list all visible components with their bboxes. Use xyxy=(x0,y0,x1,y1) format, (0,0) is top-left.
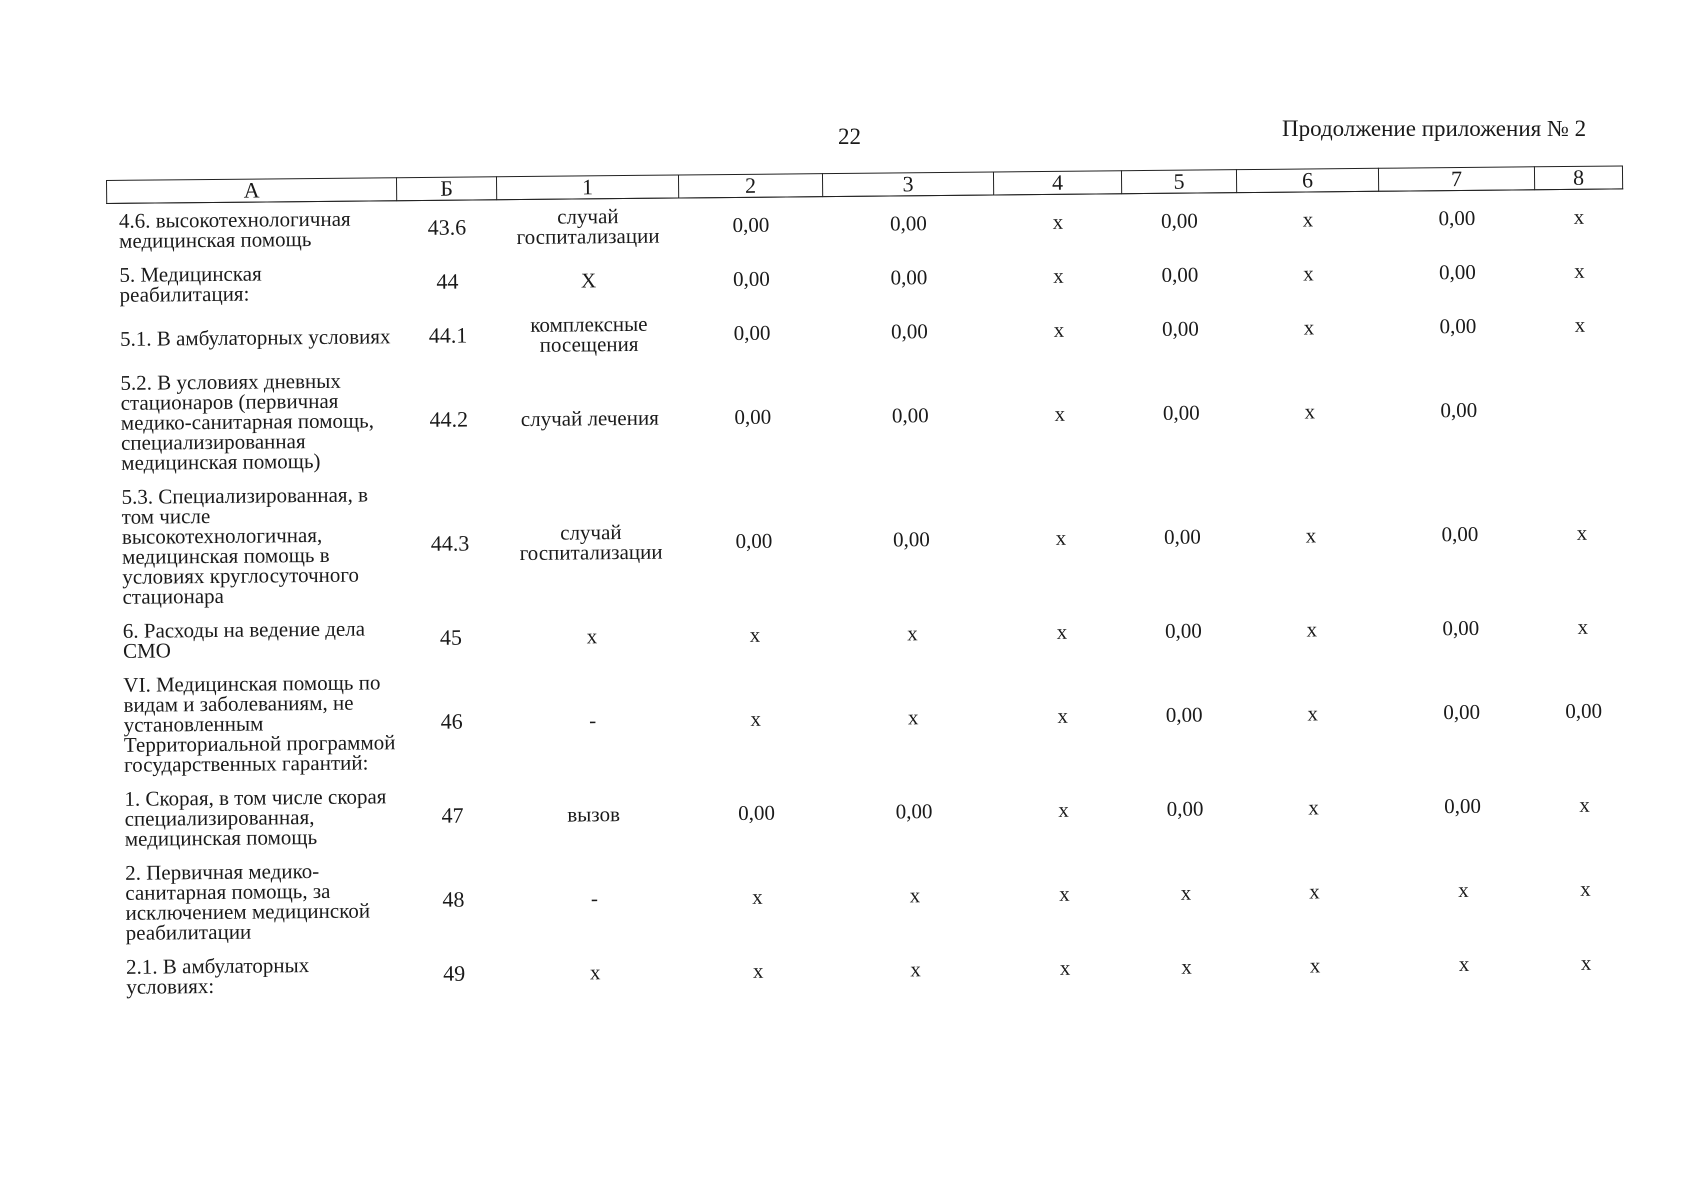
cell-col-2: 0,00 xyxy=(735,528,773,553)
cell-col-7: х xyxy=(1458,877,1469,903)
cell-col-3: 0,00 xyxy=(895,799,933,824)
cell-col-6: х xyxy=(1308,795,1319,820)
cell-col-a: 5. Медицинская реабилитация: xyxy=(119,261,262,307)
cell-col-8: х xyxy=(1573,204,1585,229)
cell-col-a: 1. Скорая, в том числе скорая специализированная, медицинская помощь xyxy=(124,784,387,851)
cell-col-a: 4.6. высокотехнологичная медицинская помощь xyxy=(118,206,351,253)
cell-col-6: х xyxy=(1305,523,1317,548)
cell-col-4: х xyxy=(1059,955,1071,980)
cell-col-b: 44.1 xyxy=(428,322,468,348)
column-header-col-5: 5 xyxy=(1121,170,1236,194)
cell-col-2: 0,00 xyxy=(732,266,770,291)
cell-col-2: 0,00 xyxy=(732,212,770,237)
cell-col-8: х xyxy=(1574,312,1586,337)
cell-col-a: 5.2. В условиях дневных стационаров (первичная медико-санитарная помощь, специализированная медицинская помощь) xyxy=(120,368,375,475)
cell-col-4: х xyxy=(1053,317,1065,342)
cell-col-3: х xyxy=(909,883,921,908)
cell-col-b: 49 xyxy=(443,960,466,986)
cell-col-6: х xyxy=(1309,879,1320,904)
cell-col-1: комплексные посещения xyxy=(530,311,648,357)
cell-col-6: х xyxy=(1303,261,1314,286)
cell-col-5: 0,00 xyxy=(1161,316,1199,341)
cell-col-b: 45 xyxy=(439,624,463,650)
cell-col-4: х xyxy=(1054,401,1066,426)
cell-col-8: х xyxy=(1580,950,1592,975)
cell-col-5: 0,00 xyxy=(1161,262,1199,287)
cell-col-7: 0,00 xyxy=(1438,259,1476,285)
cell-col-1: случай госпитализации xyxy=(516,204,660,250)
cell-col-a: 6. Расходы на ведение дела СМО xyxy=(122,616,366,663)
cell-col-6: х xyxy=(1304,399,1316,424)
cell-col-2: х xyxy=(749,622,761,647)
cell-col-a: 2. Первичная медико-санитарная помощь, за исключением медицинской реабилитации xyxy=(125,858,371,945)
table-row xyxy=(113,841,1630,950)
cell-col-6: х xyxy=(1309,953,1321,978)
cell-col-6: х xyxy=(1303,315,1315,340)
cell-col-7: 0,00 xyxy=(1444,793,1482,819)
data-table xyxy=(106,165,1631,1004)
cell-col-8: х xyxy=(1576,520,1588,545)
cell-col-8: х xyxy=(1579,792,1590,817)
cell-col-4: х xyxy=(1057,703,1069,728)
cell-col-6: х xyxy=(1307,701,1319,726)
cell-col-3: 0,00 xyxy=(891,319,928,344)
cell-col-7: 0,00 xyxy=(1442,615,1480,641)
cell-col-5: 0,00 xyxy=(1166,796,1204,821)
cell-col-7: 0,00 xyxy=(1439,313,1477,339)
cell-col-4: х xyxy=(1059,881,1070,906)
cell-col-4: х xyxy=(1052,209,1064,234)
cell-col-8: х xyxy=(1580,876,1591,901)
cell-col-7: 0,00 xyxy=(1438,205,1476,231)
cell-col-3: х xyxy=(907,705,919,730)
cell-col-5: 0,00 xyxy=(1160,208,1198,233)
cell-col-8: х xyxy=(1574,258,1585,283)
cell-col-5: 0,00 xyxy=(1163,524,1201,549)
cell-col-1: вызов xyxy=(567,802,621,827)
cell-col-2: 0,00 xyxy=(734,404,772,429)
cell-col-a: 2.1. В амбулаторных условиях: xyxy=(125,953,310,999)
cell-col-2: 0,00 xyxy=(733,320,771,345)
table-row xyxy=(108,351,1625,480)
cell-col-5: х xyxy=(1181,954,1192,979)
cell-col-1: случай госпитализации xyxy=(519,520,663,566)
cell-col-1: х xyxy=(589,960,601,985)
cell-col-b: 44.3 xyxy=(430,530,470,556)
cell-col-8 xyxy=(1536,351,1625,466)
cell-col-3: 0,00 xyxy=(889,211,927,236)
cell-col-2: х xyxy=(750,706,762,731)
cell-col-3: х xyxy=(910,957,921,982)
cell-col-1: Х xyxy=(580,268,597,293)
cell-col-b: 44.2 xyxy=(429,406,469,432)
cell-col-8: х xyxy=(1577,614,1589,639)
cell-col-b: 46 xyxy=(440,708,463,734)
cell-col-5: 0,00 xyxy=(1165,702,1203,727)
cell-col-b: 47 xyxy=(441,802,464,828)
cell-col-a: 5.3. Специализированная, в том числе высокотехнологичная, медицинская помощь в условиях круглосуточного стационара xyxy=(121,482,369,609)
column-header-col-6: 6 xyxy=(1236,168,1378,192)
cell-col-5: 0,00 xyxy=(1164,618,1202,643)
cell-col-b: 43.6 xyxy=(427,214,467,240)
cell-col-2: х xyxy=(752,884,763,909)
cell-col-1: - xyxy=(589,708,597,733)
cell-col-3: х xyxy=(907,621,918,646)
cell-col-b: 48 xyxy=(442,886,465,912)
column-header-col-7: 7 xyxy=(1378,167,1534,191)
cell-col-6: х xyxy=(1306,617,1318,642)
cell-col-4: х xyxy=(1055,525,1067,550)
column-header-col-a: А xyxy=(107,178,397,204)
cell-col-3: 0,00 xyxy=(891,403,929,428)
cell-col-3: 0,00 xyxy=(892,527,930,552)
cell-col-4: х xyxy=(1056,619,1068,644)
table-body xyxy=(107,189,1631,1004)
appendix-note: Продолжение приложения № 2 xyxy=(1282,116,1587,141)
cell-col-7: 0,00 xyxy=(1441,521,1479,547)
cell-col-7: х xyxy=(1458,951,1470,977)
cell-col-2: х xyxy=(752,958,764,983)
cell-col-8: 0,00 xyxy=(1565,698,1603,724)
cell-col-1: случай лечения xyxy=(520,405,659,432)
table-row xyxy=(109,465,1626,614)
cell-col-b: 44 xyxy=(436,268,459,294)
cell-col-2: 0,00 xyxy=(738,800,776,825)
cell-col-a: VI. Медицинская помощь по видам и заболеваниям, не установленным Территориальной программой государственных гарантий: xyxy=(123,670,396,777)
cell-col-5: 0,00 xyxy=(1162,400,1200,425)
cell-col-4: х xyxy=(1053,263,1064,288)
cell-col-a: 5.1. В амбулаторных условиях xyxy=(119,324,391,351)
column-header-col-3: 3 xyxy=(822,172,993,197)
column-header-col-8: 8 xyxy=(1534,166,1622,190)
cell-col-7: 0,00 xyxy=(1440,397,1478,423)
cell-col-5: х xyxy=(1180,880,1192,905)
table-row xyxy=(111,653,1628,782)
cell-col-4: х xyxy=(1058,797,1069,822)
cell-col-7: 0,00 xyxy=(1443,699,1481,725)
cell-col-3: 0,00 xyxy=(890,265,928,290)
cell-col-1: х xyxy=(586,624,598,649)
page-number: 22 xyxy=(838,124,861,149)
cell-col-1: - xyxy=(590,886,599,911)
column-header-col-2: 2 xyxy=(678,174,822,198)
column-header-col-1: 1 xyxy=(496,175,678,200)
column-header-col-b: Б xyxy=(396,177,496,201)
cell-col-6: х xyxy=(1302,207,1314,232)
column-header-col-4: 4 xyxy=(993,171,1121,195)
